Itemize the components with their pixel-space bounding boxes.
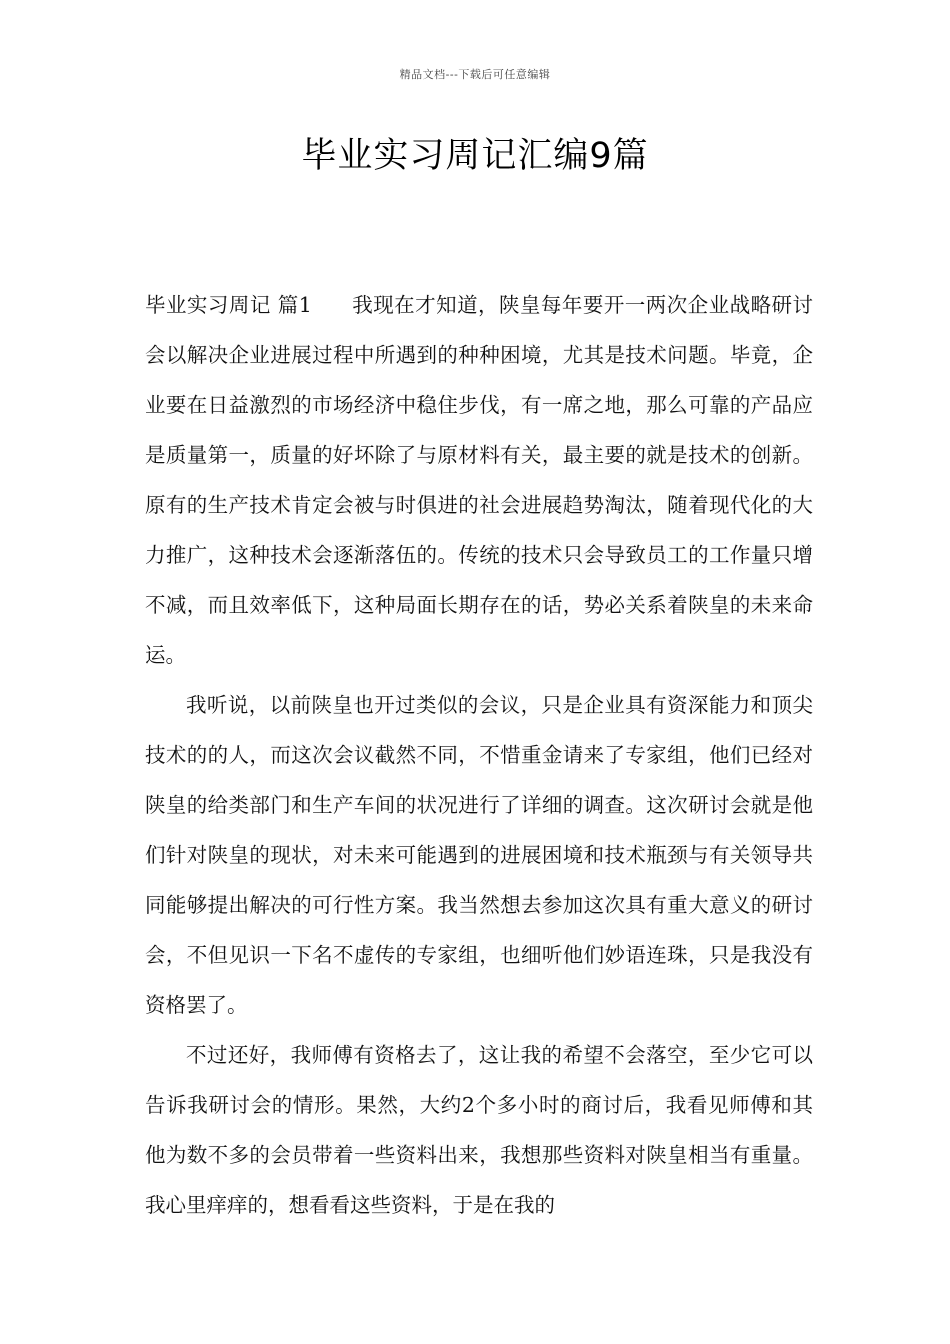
document-body (145, 280, 813, 1230)
header-note: 精品文档---下载后可任意编辑 (399, 68, 551, 81)
document-title: 毕业实习周记汇编9篇 (301, 136, 649, 176)
paragraph-2: 我听说，以前陕皇也开过类似的会议，只是企业具有资深能力和顶尖技术的的人，而这次会议截然不同，不惜重金请来了专家组，他们已经对陕皇的给类部门和生产车间的状况进行了详细的调查。这次研讨会就是他们针对陕皇的现状，对未来可能遇到的进展困境和技术瓶颈与有关领导共同能够提出解决的可行性方案。我当然想去参加这次具有重大意义的研讨会，不但见识一下名不虚传的专家组，也细听他们妙语连珠，只是我没有资格罢了。 (145, 693, 813, 1017)
section-label: 毕业实习周记 篇1 (145, 293, 312, 317)
paragraph-3: 不过还好，我师傅有资格去了，这让我的希望不会落空，至少它可以告诉我研讨会的情形。果然，大约2个多小时的商讨后，我看见师傅和其他为数不多的会员带着一些资料出来，我想那些资料对陕皇相当有重量。我心里痒痒的，想看看这些资料，于是在我的 (145, 1043, 813, 1217)
paragraph-1 (145, 280, 813, 680)
paragraph-1-text: 我现在才知道，陕皇每年要开一两次企业战略研讨会以解决企业进展过程中所遇到的种种困境，尤其是技术问题。毕竟，企业要在日益激烈的市场经济中稳住步伐，有一席之地，那么可靠的产品应是质量第一，质量的好坏除了与原材料有关，最主要的就是技术的创新。原有的生产技术肯定会被与时俱进的社会进展趋势淘汰，随着现代化的大力推广，这种技术会逐渐落伍的。传统的技术只会导致员工的工作量只增不减，而且效率低下，这种局面长期存在的话，势必关系着陕皇的未来命运。 (145, 293, 814, 667)
